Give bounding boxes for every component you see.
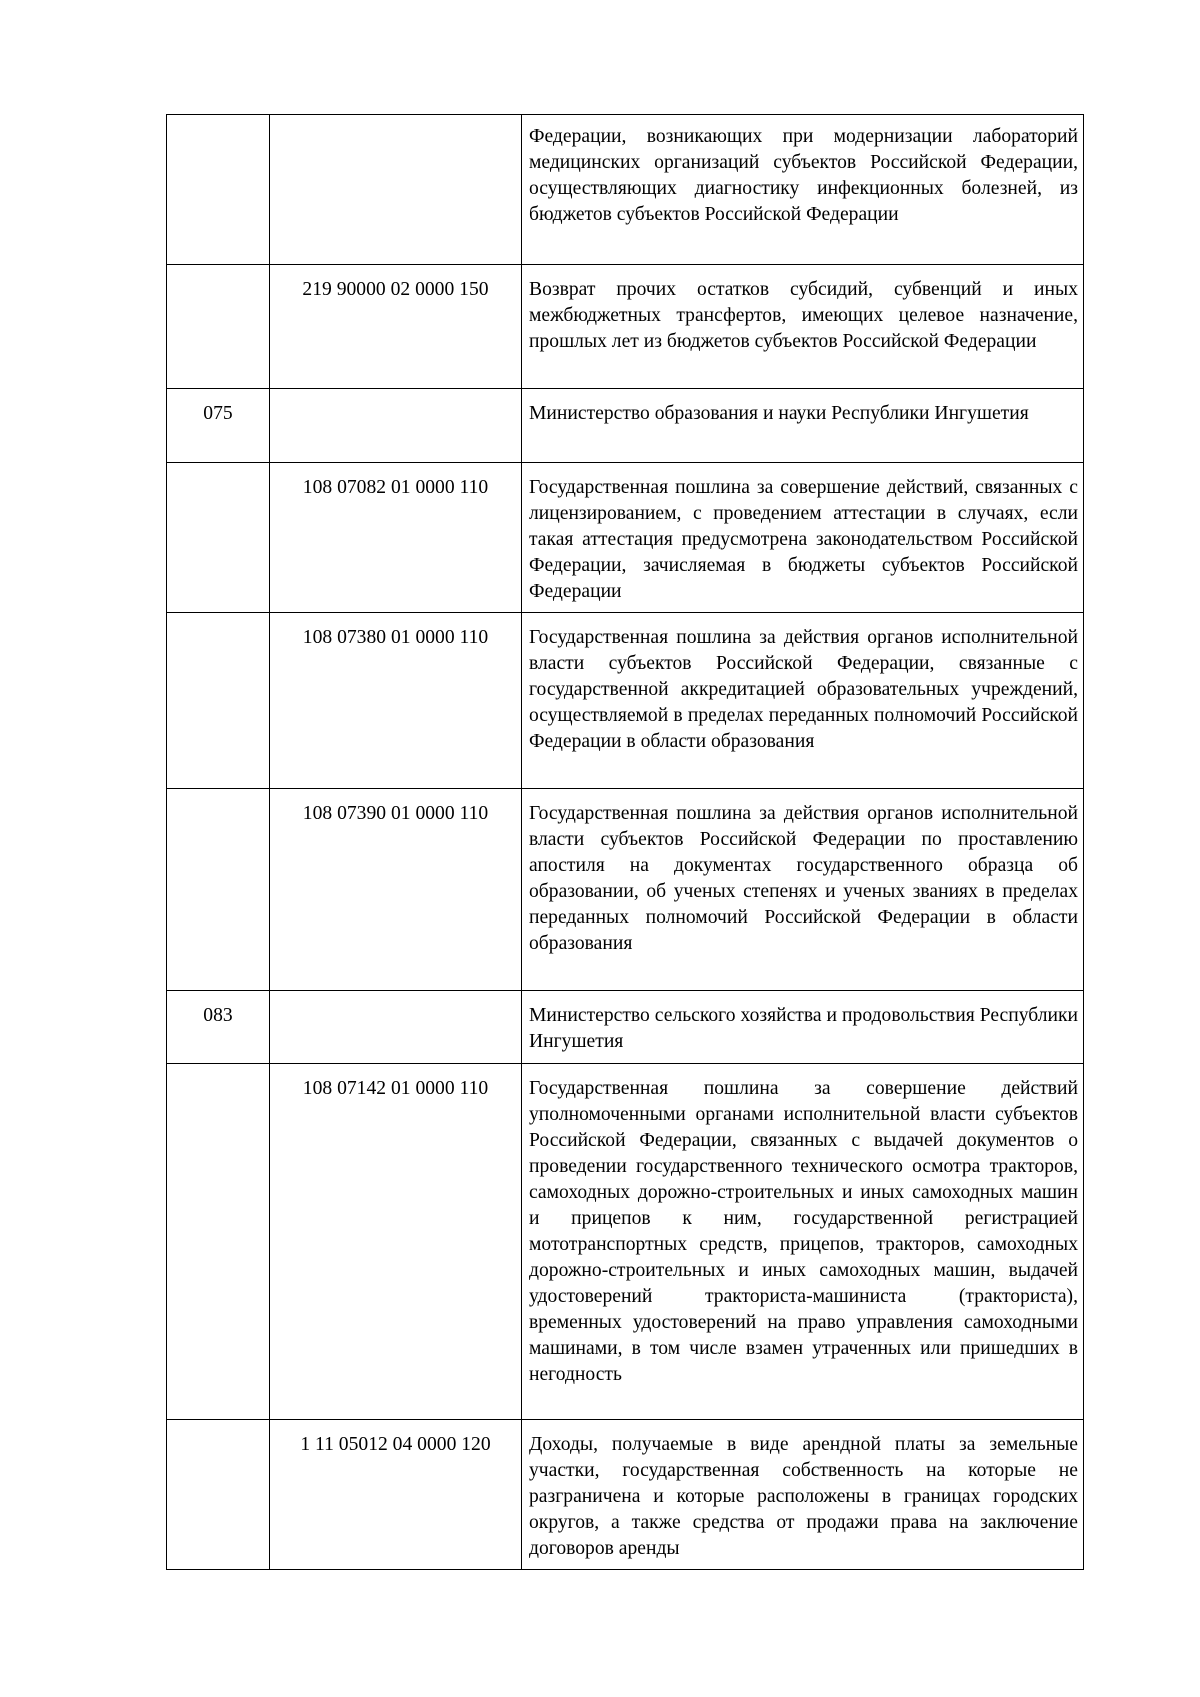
admin-code-cell: [167, 463, 270, 613]
description-cell: [522, 789, 1084, 991]
admin-code-cell: [167, 265, 270, 389]
description-text: Доходы, получаемые в виде арендной платы за земельные участки, государственная собственность на которые не разграничена и которые расположены в границах городских округов, а также средства от продажи права на заключение договоров аренды: [529, 1434, 1078, 1559]
description-text: Министерство сельского хозяйства и продовольствия Республики Ингушетия: [529, 1005, 1078, 1052]
table-row: [167, 115, 1084, 265]
admin-code-cell: 075: [167, 389, 270, 463]
table-row: [167, 265, 1084, 389]
description-text: Государственная пошлина за совершение действий уполномоченными органами исполнительной власти субъектов Российской Федерации, связанных с выдачей документов о проведении государственного технического осмотра тракторов, самоходных дорожно-строительных и иных самоходных машин и прицепов к ним, государственной регистрацией мототранспортных средств, прицепов, тракторов, самоходных дорожно-строительных и иных самоходных машин, выдачей удостоверений тракториста-машиниста (тракториста), временных удостоверений на право управления самоходными машинами, в том числе взамен утраченных или пришедших в негодность: [529, 1078, 1078, 1385]
table-row: [167, 613, 1084, 789]
revenue-code-cell: 108 07380 01 0000 110: [270, 613, 522, 789]
description-cell: [522, 1064, 1084, 1420]
admin-code-cell: [167, 1420, 270, 1570]
admin-code-cell: [167, 613, 270, 789]
admin-code-cell: [167, 115, 270, 265]
revenue-code-cell: 108 07082 01 0000 110: [270, 463, 522, 613]
table-row: [167, 991, 1084, 1064]
revenue-code-cell: 219 90000 02 0000 150: [270, 265, 522, 389]
description-cell: [522, 463, 1084, 613]
table-row: [167, 389, 1084, 463]
admin-code-cell: 083: [167, 991, 270, 1064]
table-row: [167, 1420, 1084, 1570]
description-text: Министерство образования и науки Республики Ингушетия: [529, 403, 1029, 424]
description-cell: [522, 613, 1084, 789]
description-text: Федерации, возникающих при модернизации лабораторий медицинских организаций субъектов Российской Федерации, осуществляющих диагностику инфекционных болезней, из бюджетов субъектов Российской Федерации: [529, 126, 1078, 225]
revenue-code-cell: 108 07390 01 0000 110: [270, 789, 522, 991]
description-text: Государственная пошлина за действия органов исполнительной власти субъектов Российской Федерации, связанные с государственной аккредитацией образовательных учреждений, осуществляемой в пределах переданных полномочий Российской Федерации в области образования: [529, 627, 1078, 752]
description-text: Государственная пошлина за совершение действий, связанных с лицензированием, с проведением аттестации в случаях, если такая аттестация предусмотрена законодательством Российской Федерации, зачисляемая в бюджеты субъектов Российской Федерации: [529, 477, 1078, 602]
description-cell: [522, 389, 1084, 463]
description-text: Возврат прочих остатков субсидий, субвенций и иных межбюджетных трансфертов, имеющих целевое назначение, прошлых лет из бюджетов субъектов Российской Федерации: [529, 279, 1078, 352]
revenue-code-cell: [270, 389, 522, 463]
description-cell: [522, 115, 1084, 265]
table-row: [167, 789, 1084, 991]
description-cell: [522, 991, 1084, 1064]
table-row: [167, 1064, 1084, 1420]
revenue-code-cell: 1 11 05012 04 0000 120: [270, 1420, 522, 1570]
table-row: [167, 463, 1084, 613]
revenue-code-cell: 108 07142 01 0000 110: [270, 1064, 522, 1420]
description-cell: [522, 1420, 1084, 1570]
revenue-code-cell: [270, 115, 522, 265]
description-text: Государственная пошлина за действия органов исполнительной власти субъектов Российской Федерации по проставлению апостиля на документах государственного образца об образовании, об ученых степенях и ученых званиях в пределах переданных полномочий Российской Федерации в области образования: [529, 803, 1078, 954]
revenue-code-cell: [270, 991, 522, 1064]
admin-code-cell: [167, 789, 270, 991]
admin-code-cell: [167, 1064, 270, 1420]
revenue-codes-table: [166, 114, 1084, 1570]
description-cell: [522, 265, 1084, 389]
